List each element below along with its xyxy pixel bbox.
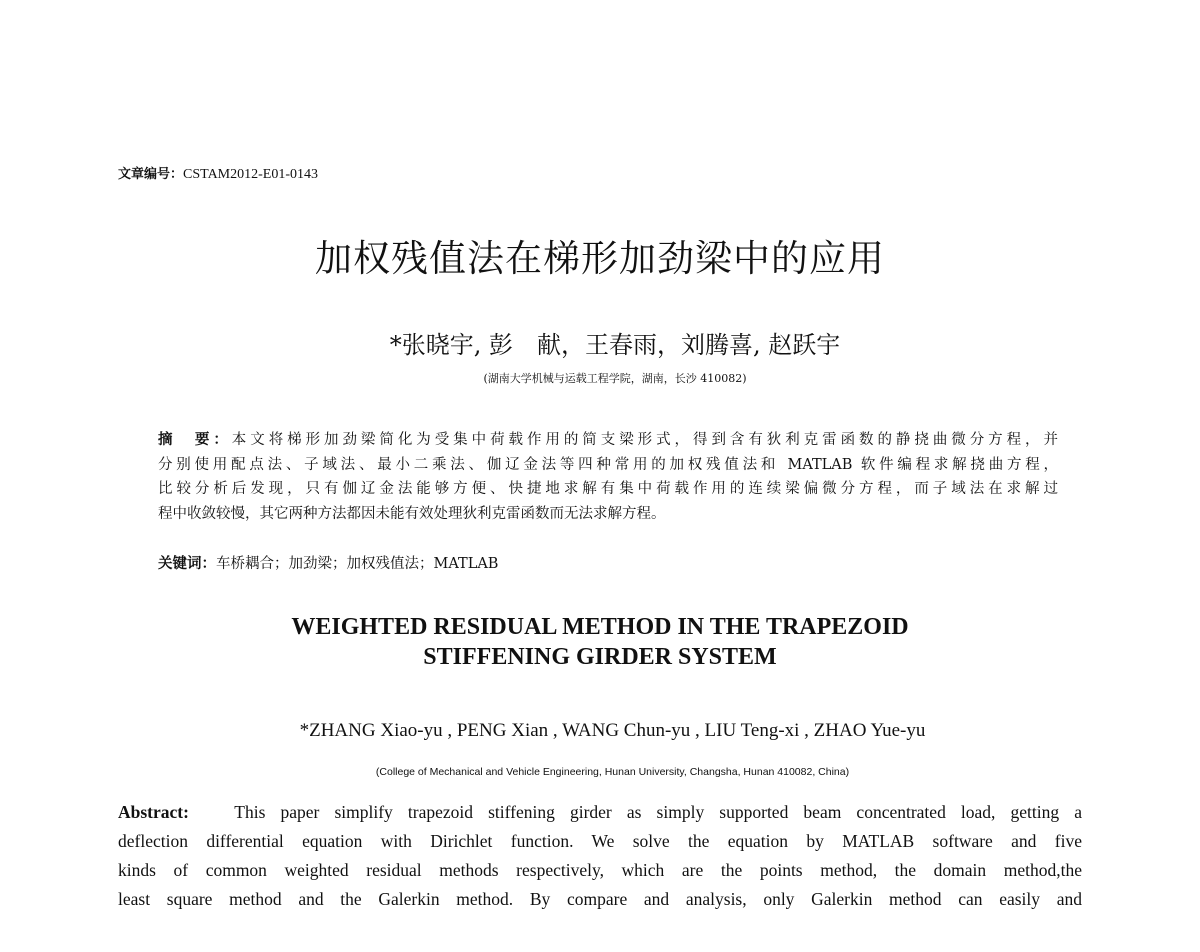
title-chinese: 加权残值法在梯形加劲梁中的应用 [315,237,885,280]
abstract-en-text: This paper simplify trapezoid stiffening girder as simply supported beam concentrated load, getting a [234,802,1083,822]
abstract-cn-line: 比较分析后发现，只有伽辽金法能够方便、快捷地求解有集中荷载作用的连续梁偏微分方程，而子域法在求解过 [158,481,1058,497]
abstract-cn-line: 分别使用配点法、子域法、最小二乘法、伽辽金法等四种常用的加权残值法和 MATLAB 软件编程求解挠曲方程， [158,456,1058,473]
keywords-value: 车桥耦合；加劲梁；加权残值法；MATLAB [216,556,499,572]
abstract-en-line: deflection differential equation with Dirichlet function. We solve the equation by MATLAB software and five [118,831,1082,851]
affiliation-chinese: (湖南大学机械与运载工程学院，湖南，长沙 410082) [483,372,747,385]
abstract-cn-text: 本文将梯形加劲梁简化为受集中荷载作用的简支梁形式，得到含有狄利克雷函数的静挠曲微分方程，并 [231,432,1059,448]
authors-chinese: *张晓宇, 彭 献，王春雨，刘腾喜, 赵跃宇 [389,331,841,359]
abstract-english [118,798,1082,914]
abstract-en-label: Abstract: [118,802,189,822]
abstract-cn-line: 程中收敛较慢，其它两种方法都因未能有效处理狄利克雷函数而无法求解方程。 [158,505,666,522]
abstract-en-line: kinds of common weighted residual methods respectively, which are the points method, the domain method,the [118,860,1082,880]
title-english [0,612,1200,672]
abstract-cn-label: 摘 要： [158,432,232,448]
abstract-en-line: least square method and the Galerkin method. By compare and analysis, only Galerkin method can easily and [118,889,1082,909]
keywords-chinese [158,552,498,573]
title-en-line: WEIGHTED RESIDUAL METHOD IN THE TRAPEZOID [291,614,909,640]
article-number-value: CSTAM2012-E01-0143 [183,167,319,182]
authors-english: *ZHANG Xiao-yu , PENG Xian , WANG Chun-yu , LIU Teng-xi , ZHAO Yue-yu [299,720,926,741]
abstract-chinese [158,428,1058,526]
article-number [118,163,318,183]
title-en-line: STIFFENING GIRDER SYSTEM [423,644,777,670]
abstract-cn-line [158,428,1058,453]
keywords-label: 关键词： [158,556,216,572]
article-number-label: 文章编号： [118,167,184,182]
affiliation-english: (College of Mechanical and Vehicle Engineering, Hunan University, Changsha, Hunan 410082, China) [375,766,850,778]
abstract-en-line [118,798,1082,827]
